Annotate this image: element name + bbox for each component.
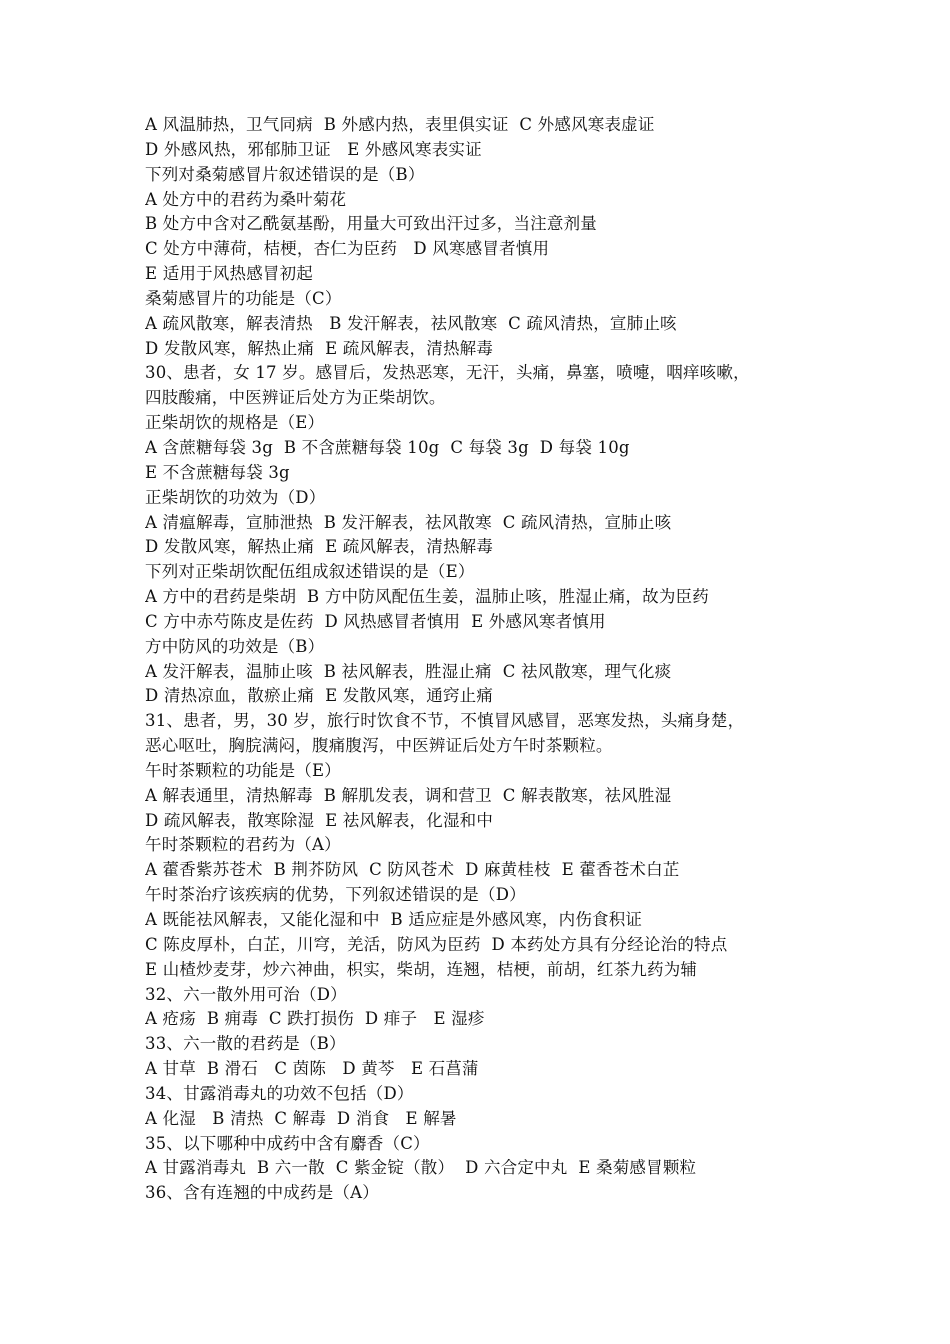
text-line: E 不含蔗糖每袋 3g: [145, 462, 290, 482]
text-line: A 疮疡 B 痈毒 C 跌打损伤 D 痱子 E 湿疹: [145, 1009, 485, 1029]
text-line: 正柴胡饮的规格是（E）: [145, 413, 325, 433]
text-line: 32、六一散外用可治（D）: [145, 984, 347, 1004]
text-line: D 清热凉血，散瘀止痛 E 发散风寒，通窍止痛: [145, 686, 494, 706]
text-line: 方中防风的功效是（B）: [145, 636, 325, 656]
text-line: 34、甘露消毒丸的功效不包括（D）: [145, 1083, 414, 1103]
text-line: 下列对正柴胡饮配伍组成叙述错误的是（E）: [145, 562, 475, 582]
text-line: D 外感风热，邪郁肺卫证 E 外感风寒表实证: [145, 139, 482, 159]
text-line: A 含蔗糖每袋 3g B 不含蔗糖每袋 10g C 每袋 3g D 每袋 10g: [145, 437, 630, 457]
text-line: A 清瘟解毒，宣肺泄热 B 发汗解表，祛风散寒 C 疏风清热，宣肺止咳: [145, 512, 672, 532]
text-line: 30、患者，女 17 岁。感冒后，发热恶寒，无汗，头痛，鼻塞，喷嚏，咽痒咳嗽，: [145, 363, 750, 383]
text-line: C 处方中薄荷，桔梗，杏仁为臣药 D 风寒感冒者慎用: [145, 239, 550, 259]
text-line: A 处方中的君药为桑叶菊花: [145, 189, 347, 209]
text-line: B 处方中含对乙酰氨基酚，用量大可致出汗过多，当注意剂量: [145, 214, 597, 234]
document-page: [145, 113, 845, 1206]
text-line: C 方中赤芍陈皮是佐药 D 风热感冒者慎用 E 外感风寒者慎用: [145, 611, 606, 631]
text-line: 正柴胡饮的功效为（D）: [145, 487, 326, 507]
text-line: A 发汗解表，温肺止咳 B 祛风解表，胜湿止痛 C 祛风散寒，理气化痰: [145, 661, 672, 681]
text-line: A 解表通里，清热解毒 B 解肌发表，调和营卫 C 解表散寒，祛风胜湿: [145, 785, 672, 805]
text-line: A 疏风散寒，解表清热 B 发汗解表，祛风散寒 C 疏风清热，宣肺止咳: [145, 313, 677, 333]
text-line: A 方中的君药是柴胡 B 方中防风配伍生姜，温肺止咳，胜湿止痛，故为臣药: [145, 587, 709, 607]
text-line: 午时茶治疗该疾病的优势，下列叙述错误的是（D）: [145, 885, 526, 905]
text-line: C 陈皮厚朴，白芷，川穹，羌活，防风为臣药 D 本药处方具有分经论治的特点: [145, 934, 728, 954]
text-line: E 山楂炒麦芽，炒六神曲，枳实，柴胡，连翘，桔梗，前胡，红茶九药为辅: [145, 959, 698, 979]
text-line: 31、患者，男，30 岁，旅行时饮食不节，不慎冒风感冒，恶寒发热，头痛身楚，: [145, 711, 745, 731]
text-line: D 发散风寒，解热止痛 E 疏风解表，清热解毒: [145, 537, 494, 557]
text-line: 恶心呕吐，胸脘满闷，腹痛腹泻，中医辨证后处方午时茶颗粒。: [145, 736, 613, 756]
text-line: 午时茶颗粒的君药为（A）: [145, 835, 341, 855]
text-line: A 藿香紫苏苍术 B 荆芥防风 C 防风苍术 D 麻黄桂枝 E 藿香苍术白芷: [145, 860, 680, 880]
text-line: A 风温肺热，卫气同病 B 外感内热，表里俱实证 C 外感风寒表虚证: [145, 115, 655, 134]
text-line: 33、六一散的君药是（B）: [145, 1034, 346, 1054]
text-line: A 既能祛风解表，又能化湿和中 B 适应症是外感风寒，内伤食积证: [145, 910, 643, 929]
text-line: A 甘露消毒丸 B 六一散 C 紫金锭（散） D 六合定中丸 E 桑菊感冒颗粒: [145, 1158, 697, 1178]
text-line: D 疏风解表，散寒除湿 E 祛风解表，化湿和中: [145, 810, 494, 830]
text-line: E 适用于风热感冒初起: [145, 264, 313, 284]
text-line: 35、以下哪种中成药中含有麝香（C）: [145, 1133, 430, 1153]
text-line: D 发散风寒，解热止痛 E 疏风解表，清热解毒: [145, 338, 494, 358]
text-line: 四肢酸痛，中医辨证后处方为正柴胡饮。: [145, 388, 446, 408]
text-line: 午时茶颗粒的功能是（E）: [145, 760, 341, 780]
text-line: A 化湿 B 清热 C 解毒 D 消食 E 解暑: [145, 1108, 457, 1128]
text-line: 桑菊感冒片的功能是（C）: [145, 288, 342, 308]
text-line: 下列对桑菊感冒片叙述错误的是（B）: [145, 164, 425, 184]
text-line: A 甘草 B 滑石 C 茵陈 D 黄芩 E 石菖蒲: [145, 1059, 479, 1079]
text-line: 36、含有连翘的中成药是（A）: [145, 1183, 379, 1203]
